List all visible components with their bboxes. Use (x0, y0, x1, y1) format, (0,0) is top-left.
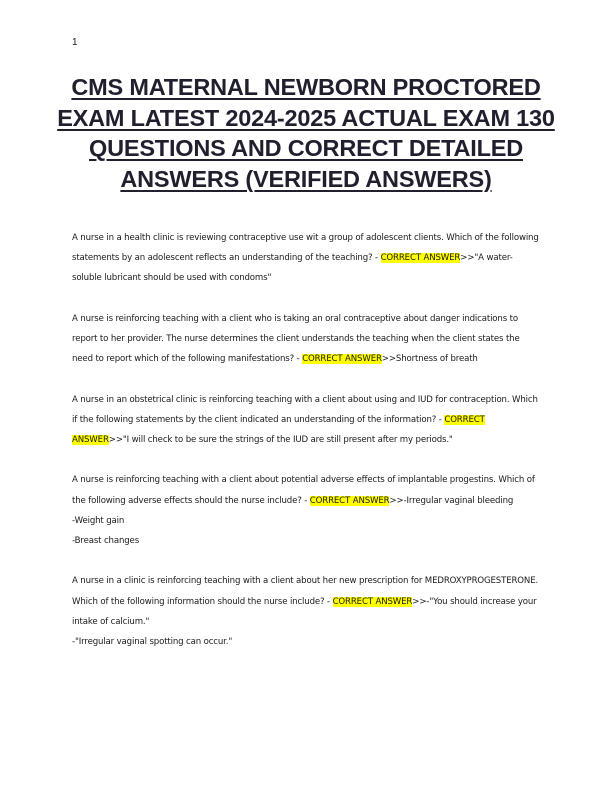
answer-line: -"Irregular vaginal spotting can occur." (72, 637, 233, 647)
answer-line: -Weight gain (72, 515, 125, 526)
question-list (72, 228, 542, 672)
answer-text: >>"A water-soluble lubricant should be used with condoms" (72, 253, 513, 284)
answer-text: >>"I will check to be sure the strings of the IUD are still present after my periods." (108, 435, 453, 445)
question-item (72, 571, 542, 652)
question-item (72, 470, 542, 551)
answer-text: >>-"You should increase your intake of calcium." (72, 596, 537, 627)
question-text: A nurse in a health clinic is reviewing contraceptive use wit a group of adolescent clients. Which of the following statements by an adolescent reflects an understanding of the teaching? - (72, 233, 539, 264)
question-item (72, 228, 542, 289)
question-item (72, 390, 542, 451)
answer-text: >>Shortness of breath (381, 354, 478, 365)
page-number: 1 (72, 37, 78, 48)
question-text: A nurse is reinforcing teaching with a client who is taking an oral contraceptive about danger indications to report to her provider. The nurse determines the client understands the teaching when the client states the need to report which of the following manifestations? - (72, 313, 520, 365)
question-text: A nurse in an obstetrical clinic is reinforcing teaching with a client about using and IUD for contraception. Which if the following statements by the client indicated an understanding of the information? - (72, 394, 538, 425)
answer-text: >>-Irregular vaginal bleeding (389, 495, 514, 506)
correct-answer-label: CORRECT ANSWER (332, 596, 413, 607)
correct-answer-label: CORRECT ANSWER (309, 495, 390, 506)
correct-answer-label: CORRECT ANSWER (380, 253, 461, 264)
question-item (72, 309, 542, 370)
question-text: A nurse is reinforcing teaching with a client about potential adverse effects of implantable progestins. Which of the following adverse effects should the nurse include? - (72, 475, 535, 506)
document-title: CMS MATERNAL NEWBORN PROCTORED EXAM LATEST 2024-2025 ACTUAL EXAM 130 QUESTIONS AND CORRECT DETAILED ANSWERS (VERIFIED ANSWERS) (57, 74, 555, 192)
correct-answer-label: CORRECT ANSWER (72, 414, 485, 445)
question-text: A nurse in a clinic is reinforcing teaching with a client about her new prescription for MEDROXYPROGESTERONE. Which of the following information should the nurse include? - (72, 576, 539, 607)
correct-answer-label: CORRECT ANSWER (302, 354, 382, 365)
answer-line: -Breast changes (72, 536, 140, 546)
